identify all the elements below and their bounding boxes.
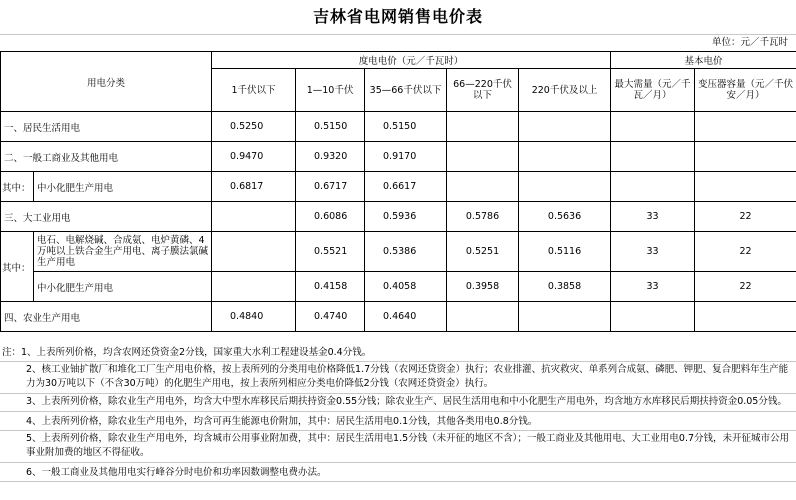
table-row [1,172,796,202]
table-row [1,112,796,142]
cell-value: 22 [695,272,796,302]
row-prefix: 其中： [1,232,34,302]
row-label: 四、农业生产用电 [1,302,212,332]
cell-value: 0.5386 [365,232,447,272]
table-row [1,142,796,172]
cell-value: 33 [611,232,695,272]
cell-value: 0.4058 [365,272,447,302]
cell-empty [447,142,519,172]
cell-empty [212,272,296,302]
header-col-5: 220千伏及以上 [519,69,611,112]
table-row [1,272,796,302]
header-base-col-1: 最大需量（元／千瓦／月） [611,69,695,112]
note-4: 4、上表所列价格，除农业生产用电外，均含可再生能源电价附加，其中：居民生活用电0.1分钱，其他各类用电0.8分钱。 [0,412,796,431]
cell-value: 0.4158 [296,272,365,302]
cell-value: 0.5251 [447,232,519,272]
cell-empty [447,112,519,142]
cell-empty [519,112,611,142]
cell-value: 33 [611,272,695,302]
header-base-group: 基本电价 [611,52,796,69]
cell-empty [611,172,695,202]
cell-value: 0.4640 [365,302,447,332]
cell-value: 33 [611,202,695,232]
row-label: 中小化肥生产用电 [34,272,212,302]
cell-empty [611,112,695,142]
cell-value: 0.5521 [296,232,365,272]
cell-value: 0.5936 [365,202,447,232]
cell-value: 0.5786 [447,202,519,232]
note-5: 5、上表所列价格，除农业生产用电外，均含城市公用事业附加费，其中：居民生活用电1.5分钱（未开征的地区不含）；一般工商业及其他用电、大工业用电0.7分钱，未开征城市公用事业附加费的地区不得征收。 [0,431,796,463]
cell-empty [447,302,519,332]
row-label: 三、大工业用电 [1,202,212,232]
table-row [1,232,796,272]
cell-value: 0.6086 [296,202,365,232]
cell-value: 0.5636 [519,202,611,232]
cell-value: 0.6717 [296,172,365,202]
header-col-2: 1—10千伏 [296,69,365,112]
row-label: 一、居民生活用电 [1,112,212,142]
divider [0,34,796,35]
cell-empty [212,232,296,272]
header-col-4: 66—220千伏以下 [447,69,519,112]
cell-empty [519,302,611,332]
cell-empty [611,142,695,172]
note-6: 6、一般工商业及其他用电实行峰谷分时电价和功率因数调整电费办法。 [0,463,796,482]
cell-value: 0.5250 [212,112,296,142]
cell-value: 0.3858 [519,272,611,302]
note-3: 3、上表所列价格，除农业生产用电外，均含大中型水库移民后期扶持资金0.55分钱；除农业生产、居民生活用电和中小化肥生产用电外，均含地方水库移民后期扶持资金0.05分钱。 [0,394,796,412]
cell-value: 0.4740 [296,302,365,332]
cell-empty [519,142,611,172]
cell-value: 22 [695,202,796,232]
table-row [1,202,796,232]
price-table [0,51,796,332]
row-label: 电石、电解烧碱、合成氨、电炉黄磷、4万吨以上铁合金生产用电、离子膜法氯碱生产用电 [34,232,212,272]
row-label: 中小化肥生产用电 [34,172,212,202]
header-base-col-2: 变压器容量（元／千伏安／月） [695,69,796,112]
cell-empty [695,142,796,172]
row-label: 二、一般工商业及其他用电 [1,142,212,172]
page-title: 吉林省电网销售电价表 [312,7,483,26]
header-category: 用电分类 [1,52,212,112]
cell-value: 0.9170 [365,142,447,172]
cell-empty [519,172,611,202]
cell-empty [447,172,519,202]
note-2: 2、核工业铀扩散厂和堆化工厂生产用电价格，按上表所列的分类用电价格降低1.7分钱（农网还贷资金）执行；农业排灌、抗灾救灾、单系列合成氨、磷肥、钾肥、复合肥料年生产能力为30万吨以下（不含30万吨）的化肥生产用电，按上表所列相应分类电价降低2分钱（农网还贷资金）执行。 [0,362,796,394]
notes-section [0,343,796,482]
header-price-group: 度电电价（元／千瓦时） [212,52,611,69]
cell-value: 0.3958 [447,272,519,302]
cell-value: 0.9470 [212,142,296,172]
row-prefix: 其中： [1,172,34,202]
cell-value: 0.6817 [212,172,296,202]
cell-value: 22 [695,232,796,272]
cell-empty [212,202,296,232]
header-col-1: 1千伏以下 [212,69,296,112]
cell-value: 0.5150 [296,112,365,142]
cell-empty [611,302,695,332]
cell-value: 0.5150 [365,112,447,142]
note-1: 注：1、上表所列价格，均含农网还贷资金2分钱，国家重大水利工程建设基金0.4分钱。 [0,343,796,362]
table-row [1,302,796,332]
cell-empty [695,302,796,332]
cell-value: 0.4840 [212,302,296,332]
cell-empty [695,172,796,202]
header-col-3: 35—66千伏以下 [365,69,447,112]
cell-value: 0.5116 [519,232,611,272]
cell-value: 0.6617 [365,172,447,202]
unit-label: 单位：元／千瓦时 [711,37,788,48]
cell-empty [695,112,796,142]
cell-value: 0.9320 [296,142,365,172]
